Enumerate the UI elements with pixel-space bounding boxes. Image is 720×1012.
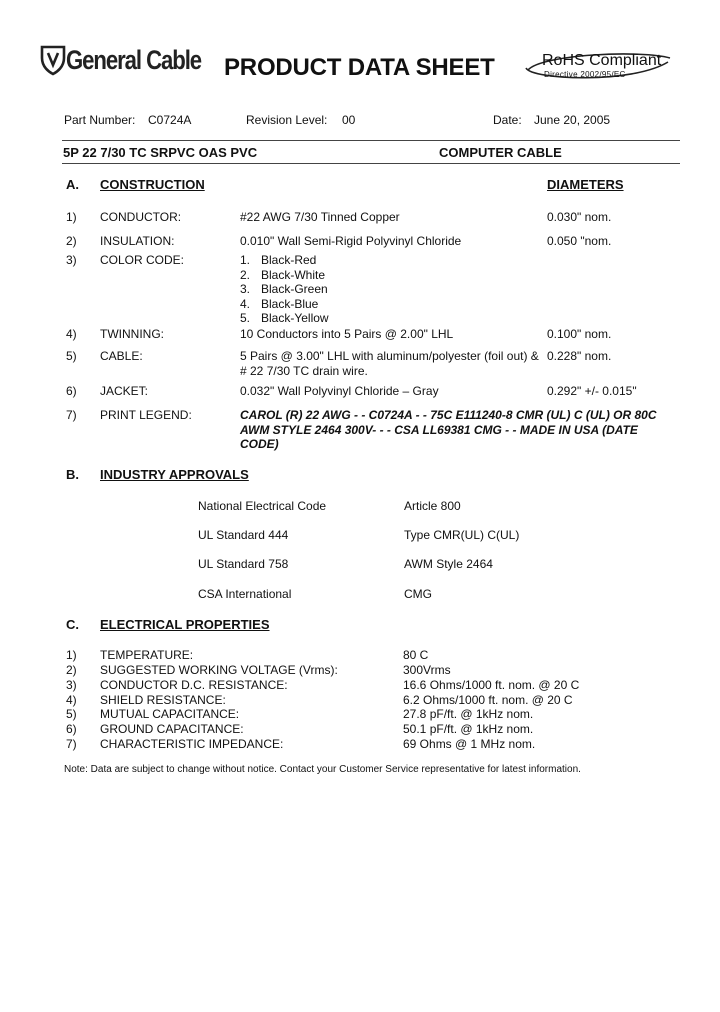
property-value: 69 Ohms @ 1 MHz nom. bbox=[403, 737, 536, 751]
electrical-heading: ELECTRICAL PROPERTIES bbox=[100, 617, 270, 632]
item-value: 5 Pairs @ 3.00" LHL with aluminum/polyester (foil out) & # 22 7/30 TC drain wire. bbox=[240, 349, 539, 378]
item-number: 7) bbox=[66, 408, 77, 422]
company-name: General Cable bbox=[66, 44, 202, 75]
divider-bottom bbox=[62, 163, 680, 164]
rohs-label: RoHS Compliant bbox=[542, 52, 662, 69]
property-value: 16.6 Ohms/1000 ft. nom. @ 20 C bbox=[403, 678, 580, 692]
color-code-item: 3. Black-Green bbox=[240, 282, 328, 297]
item-label: PRINT LEGEND: bbox=[100, 408, 192, 422]
part-number-value: C0724A bbox=[148, 113, 192, 127]
color-code-item: 2. Black-White bbox=[240, 267, 326, 282]
item-number: 5) bbox=[66, 349, 77, 363]
color-code-list bbox=[240, 253, 329, 326]
item-value: 10 Conductors into 5 Pairs @ 2.00" LHL bbox=[240, 327, 454, 341]
date-value: June 20, 2005 bbox=[534, 113, 611, 127]
property-label: TEMPERATURE: bbox=[100, 648, 194, 662]
product-code: 5P 22 7/30 TC SRPVC OAS PVC bbox=[63, 145, 258, 160]
approval-name: CSA International bbox=[198, 587, 292, 601]
item-number: 6) bbox=[66, 384, 77, 398]
color-code-item: 5. Black-Yellow bbox=[240, 311, 329, 326]
approval-value: AWM Style 2464 bbox=[404, 557, 493, 571]
item-number: 2) bbox=[66, 663, 77, 677]
item-diameter: 0.030" nom. bbox=[547, 210, 612, 224]
item-number: 2) bbox=[66, 234, 77, 248]
approval-value: Article 800 bbox=[404, 499, 461, 513]
item-diameter: 0.100" nom. bbox=[547, 327, 612, 341]
item-number: 3) bbox=[66, 253, 77, 267]
item-label: JACKET: bbox=[100, 384, 149, 398]
item-value: 0.032" Wall Polyvinyl Chloride – Gray bbox=[240, 384, 439, 398]
property-value: 80 C bbox=[403, 648, 429, 662]
date-label: Date: bbox=[493, 113, 522, 127]
company-logo bbox=[40, 44, 231, 76]
item-number: 4) bbox=[66, 693, 77, 707]
item-number: 6) bbox=[66, 722, 77, 736]
approval-value: Type CMR(UL) C(UL) bbox=[404, 528, 520, 542]
general-cable-shield-icon bbox=[40, 44, 66, 76]
approval-value: CMG bbox=[404, 587, 432, 601]
construction-heading: CONSTRUCTION bbox=[100, 177, 205, 192]
item-value: 0.010" Wall Semi-Rigid Polyvinyl Chloride bbox=[240, 234, 462, 248]
item-label: CONDUCTOR: bbox=[100, 210, 182, 224]
rohs-badge bbox=[522, 48, 674, 84]
approval-name: UL Standard 444 bbox=[198, 528, 289, 542]
rohs-directive: Directive 2002/95/EC bbox=[544, 70, 626, 79]
product-type: COMPUTER CABLE bbox=[439, 145, 562, 160]
property-label: MUTUAL CAPACITANCE: bbox=[100, 707, 240, 721]
property-label: SHIELD RESISTANCE: bbox=[100, 693, 226, 707]
item-label: TWINNING: bbox=[100, 327, 164, 341]
item-number: 5) bbox=[66, 707, 77, 721]
property-value: 50.1 pF/ft. @ 1kHz nom. bbox=[403, 722, 534, 736]
item-value: #22 AWG 7/30 Tinned Copper bbox=[240, 210, 400, 224]
item-diameter: 0.292" +/- 0.015" bbox=[547, 384, 637, 398]
print-legend: CAROL (R) 22 AWG - - C0724A - - 75C E111240-8 CMR (UL) C (UL) OR 80C AWM STYLE 2464 300V- - - CSA LL69381 CMG - - MADE IN USA (DATE CODE) bbox=[240, 408, 657, 452]
approval-name: National Electrical Code bbox=[198, 499, 327, 513]
part-number-label: Part Number: bbox=[64, 113, 136, 127]
revision-value: 00 bbox=[342, 113, 356, 127]
item-number: 3) bbox=[66, 678, 77, 692]
item-number: 4) bbox=[66, 327, 77, 341]
item-label: INSULATION: bbox=[100, 234, 175, 248]
property-label: CHARACTERISTIC IMPEDANCE: bbox=[100, 737, 284, 751]
page-title: PRODUCT DATA SHEET bbox=[224, 54, 495, 81]
diameters-heading: DIAMETERS bbox=[547, 177, 624, 192]
item-diameter: 0.228" nom. bbox=[547, 349, 612, 363]
item-number: 7) bbox=[66, 737, 77, 751]
property-label: SUGGESTED WORKING VOLTAGE (Vrms): bbox=[100, 663, 338, 677]
item-label: CABLE: bbox=[100, 349, 143, 363]
item-diameter: 0.050 "nom. bbox=[547, 234, 612, 248]
revision-label: Revision Level: bbox=[246, 113, 328, 127]
property-value: 27.8 pF/ft. @ 1kHz nom. bbox=[403, 707, 534, 721]
approvals-heading: INDUSTRY APPROVALS bbox=[100, 467, 249, 482]
color-code-item: 4. Black-Blue bbox=[240, 296, 319, 311]
property-label: CONDUCTOR D.C. RESISTANCE: bbox=[100, 678, 288, 692]
property-value: 6.2 Ohms/1000 ft. nom. @ 20 C bbox=[403, 693, 573, 707]
property-value: 300Vrms bbox=[403, 663, 451, 677]
approval-name: UL Standard 758 bbox=[198, 557, 289, 571]
section-b-letter: B. bbox=[66, 467, 79, 482]
property-label: GROUND CAPACITANCE: bbox=[100, 722, 244, 736]
color-code-item: 1. Black-Red bbox=[240, 253, 317, 267]
footnote: Note: Data are subject to change without notice. Contact your Customer Service representative for latest information. bbox=[64, 764, 581, 775]
item-number: 1) bbox=[66, 210, 77, 224]
divider-top bbox=[62, 140, 680, 141]
section-c-letter: C. bbox=[66, 617, 79, 632]
item-label: COLOR CODE: bbox=[100, 253, 185, 267]
section-a-letter: A. bbox=[66, 177, 79, 192]
item-number: 1) bbox=[66, 648, 77, 662]
